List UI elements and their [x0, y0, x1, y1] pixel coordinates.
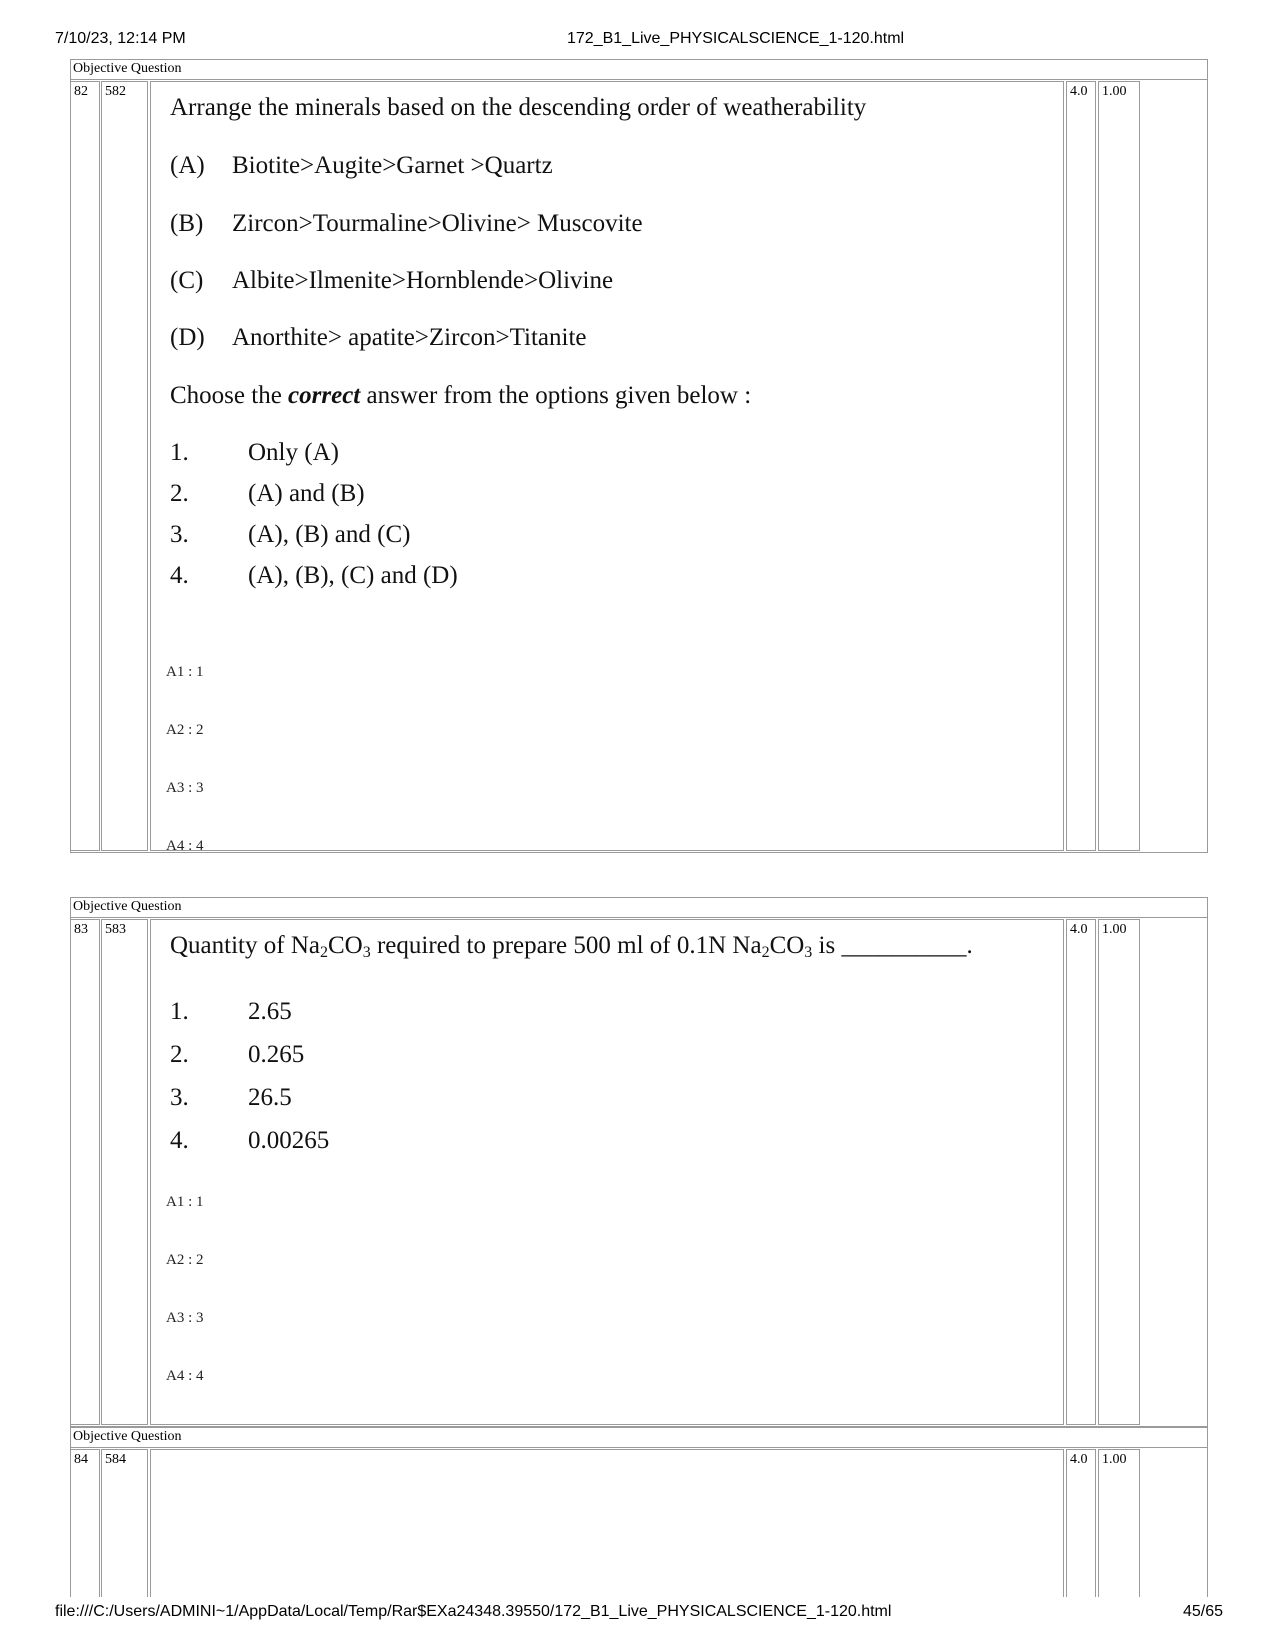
question-instruction: Choose the correct answer from the options given below : — [170, 382, 752, 409]
option-text: (A) and (B) — [248, 480, 365, 507]
question-type-label: Objective Question — [70, 1427, 1208, 1447]
statement-text: Zircon>Tourmaline>Olivine> Muscovite — [232, 210, 643, 237]
answer-key: A4 : 4 — [166, 838, 204, 854]
answer-key: A3 : 3 — [166, 780, 204, 796]
answer-key: A1 : 1 — [166, 664, 204, 680]
question-negative-marks: 1.00 — [1098, 81, 1140, 851]
question-id: 582 — [101, 81, 148, 851]
question-type-label: Objective Question — [70, 897, 1208, 917]
statement-letter: (A) — [170, 152, 205, 179]
option-number: 4. — [170, 1127, 189, 1154]
option-text: Only (A) — [248, 439, 339, 466]
print-file-url: file:///C:/Users/ADMINI~1/AppData/Local/Temp/Rar$EXa24348.39550/172_B1_Live_PHYSICALSCIENCE_1-120.html — [55, 1603, 892, 1620]
question-serial: 84 — [70, 1449, 100, 1597]
option-number: 2. — [170, 480, 189, 507]
question-negative-marks: 1.00 — [1098, 1449, 1140, 1597]
question-serial: 82 — [70, 81, 100, 851]
statement-text: Albite>Ilmenite>Hornblende>Olivine — [232, 267, 614, 294]
question-body — [150, 1449, 1064, 1597]
option-text: 0.00265 — [248, 1127, 330, 1154]
question-marks: 4.0 — [1066, 81, 1096, 851]
statement-letter: (D) — [170, 324, 205, 351]
option-text: (A), (B) and (C) — [248, 521, 411, 548]
option-text: 2.65 — [248, 998, 292, 1025]
print-page-number: 45/65 — [1183, 1603, 1224, 1620]
question-id: 583 — [101, 919, 148, 1425]
print-datetime: 7/10/23, 12:14 PM — [55, 30, 186, 47]
option-number: 3. — [170, 521, 189, 548]
answer-key: A1 : 1 — [166, 1194, 204, 1210]
question-negative-marks: 1.00 — [1098, 919, 1140, 1425]
statement-letter: (B) — [170, 210, 204, 237]
question-marks: 4.0 — [1066, 1449, 1096, 1597]
print-doc-title: 172_B1_Live_PHYSICALSCIENCE_1-120.html — [567, 30, 905, 47]
question-body — [150, 919, 1064, 1425]
answer-key: A4 : 4 — [166, 1368, 204, 1384]
option-text: 26.5 — [248, 1084, 292, 1111]
question-marks: 4.0 — [1066, 919, 1096, 1425]
answer-key: A2 : 2 — [166, 722, 204, 738]
question-id: 584 — [101, 1449, 148, 1597]
answer-key: A2 : 2 — [166, 1252, 204, 1268]
question-stem: Quantity of $Na_2CO_3$ required to prepare 500 ml of 0.1N $Na_2CO_3$ is __________. — [170, 932, 973, 961]
option-number: 1. — [170, 998, 189, 1025]
option-text: 0.265 — [248, 1041, 305, 1068]
statement-text: Biotite>Augite>Garnet >Quartz — [232, 152, 553, 179]
option-number: 3. — [170, 1084, 189, 1111]
option-number: 1. — [170, 439, 189, 466]
statement-text: Anorthite> apatite>Zircon>Titanite — [232, 324, 587, 351]
option-number: 2. — [170, 1041, 189, 1068]
option-number: 4. — [170, 562, 189, 589]
question-type-label: Objective Question — [70, 59, 1208, 79]
statement-letter: (C) — [170, 267, 204, 294]
question-serial: 83 — [70, 919, 100, 1425]
question-stem: Arrange the minerals based on the descending order of weatherability — [170, 94, 867, 121]
answer-key: A3 : 3 — [166, 1310, 204, 1326]
option-text: (A), (B), (C) and (D) — [248, 562, 458, 589]
